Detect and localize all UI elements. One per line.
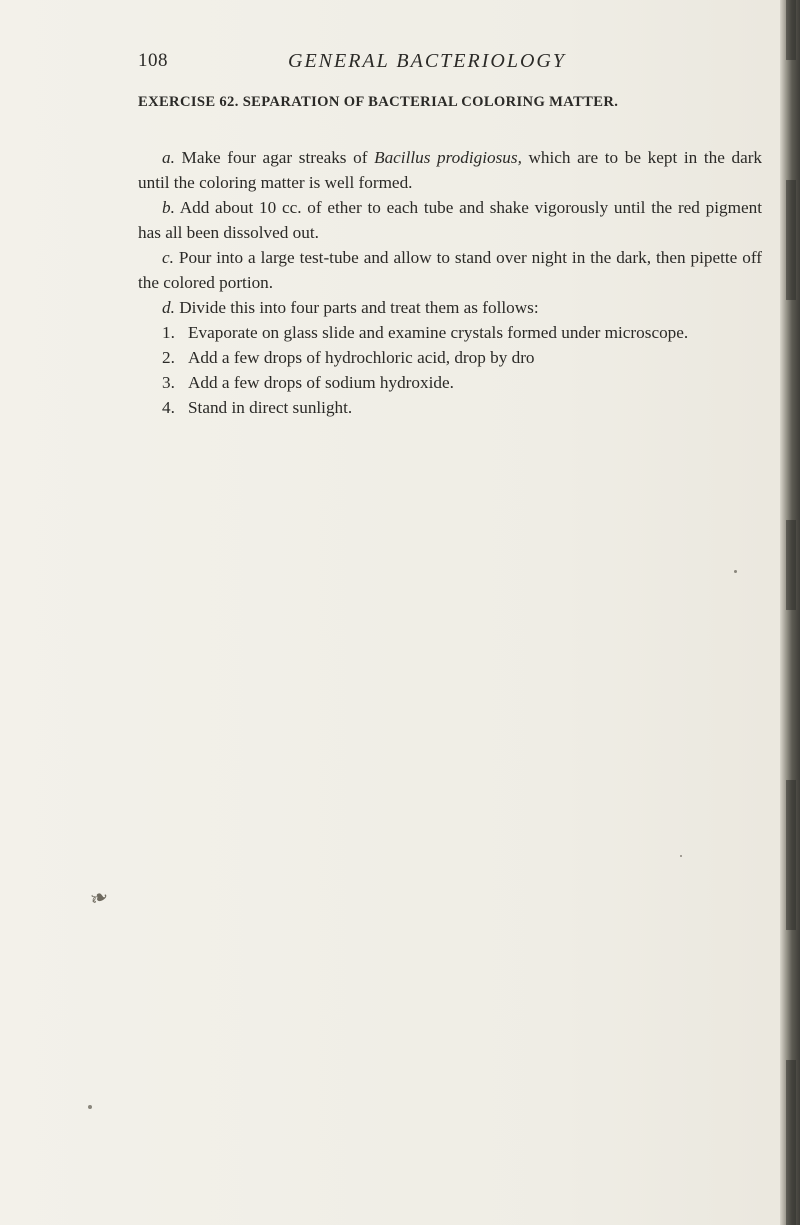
edge-shadow: [786, 180, 796, 300]
sub-step-number: 3.: [162, 373, 175, 392]
sub-step-1: [138, 320, 762, 345]
sub-step-list: [138, 320, 762, 420]
edge-shadow: [786, 780, 796, 930]
edge-shadow: [786, 520, 796, 610]
page-header: [138, 50, 758, 78]
step-letter: a.: [162, 148, 175, 167]
ink-smudge-mark: ❧: [86, 882, 112, 913]
exercise-body: [138, 145, 762, 420]
step-c: [138, 245, 762, 295]
sub-step-4: [138, 395, 762, 420]
sub-step-3: [138, 370, 762, 395]
step-a: [138, 145, 762, 195]
step-b: [138, 195, 762, 245]
step-text: Make four agar streaks of: [181, 148, 375, 167]
paper-speck: [680, 855, 682, 857]
sub-step-text: Stand in direct sunlight.: [188, 398, 353, 417]
sub-step-text: Evaporate on glass slide and examine crystals formed under microscope.: [188, 323, 689, 342]
organism-name: Bacillus prodigiosus,: [374, 148, 522, 167]
sub-step-2: [138, 345, 762, 370]
sub-step-text: Add a few drops of sodium hydroxide.: [188, 373, 454, 392]
step-text: Pour into a large test-tube and allow to stand over night in the dark, then pipette off the colored portion.: [138, 248, 762, 292]
sub-step-number: 1.: [162, 323, 175, 342]
step-d: [138, 295, 762, 320]
page-number: 108: [138, 50, 168, 71]
step-letter: d.: [162, 298, 175, 317]
edge-shadow: [786, 0, 796, 60]
paper-speck: [88, 1105, 92, 1109]
running-head: GENERAL BACTERIOLOGY: [288, 50, 566, 72]
sub-step-number: 2.: [162, 348, 175, 367]
step-letter: c.: [162, 248, 174, 267]
binding-edge: [780, 0, 800, 1225]
edge-shadow: [786, 1060, 796, 1225]
step-text: Divide this into four parts and treat them as follows:: [179, 298, 539, 317]
exercise-title: EXERCISE 62. SEPARATION OF BACTERIAL COLORING MATTER.: [138, 94, 619, 110]
sub-step-number: 4.: [162, 398, 175, 417]
sub-step-text: Add a few drops of hydrochloric acid, drop by dro: [188, 348, 535, 367]
step-text: Add about 10 cc. of ether to each tube and shake vigorously until the red pigment has all been dissolved out.: [138, 198, 762, 242]
step-text: which are to be kept in the dark until the coloring matter is well formed.: [138, 148, 763, 192]
paper-speck: [734, 570, 737, 573]
step-letter: b.: [162, 198, 175, 217]
